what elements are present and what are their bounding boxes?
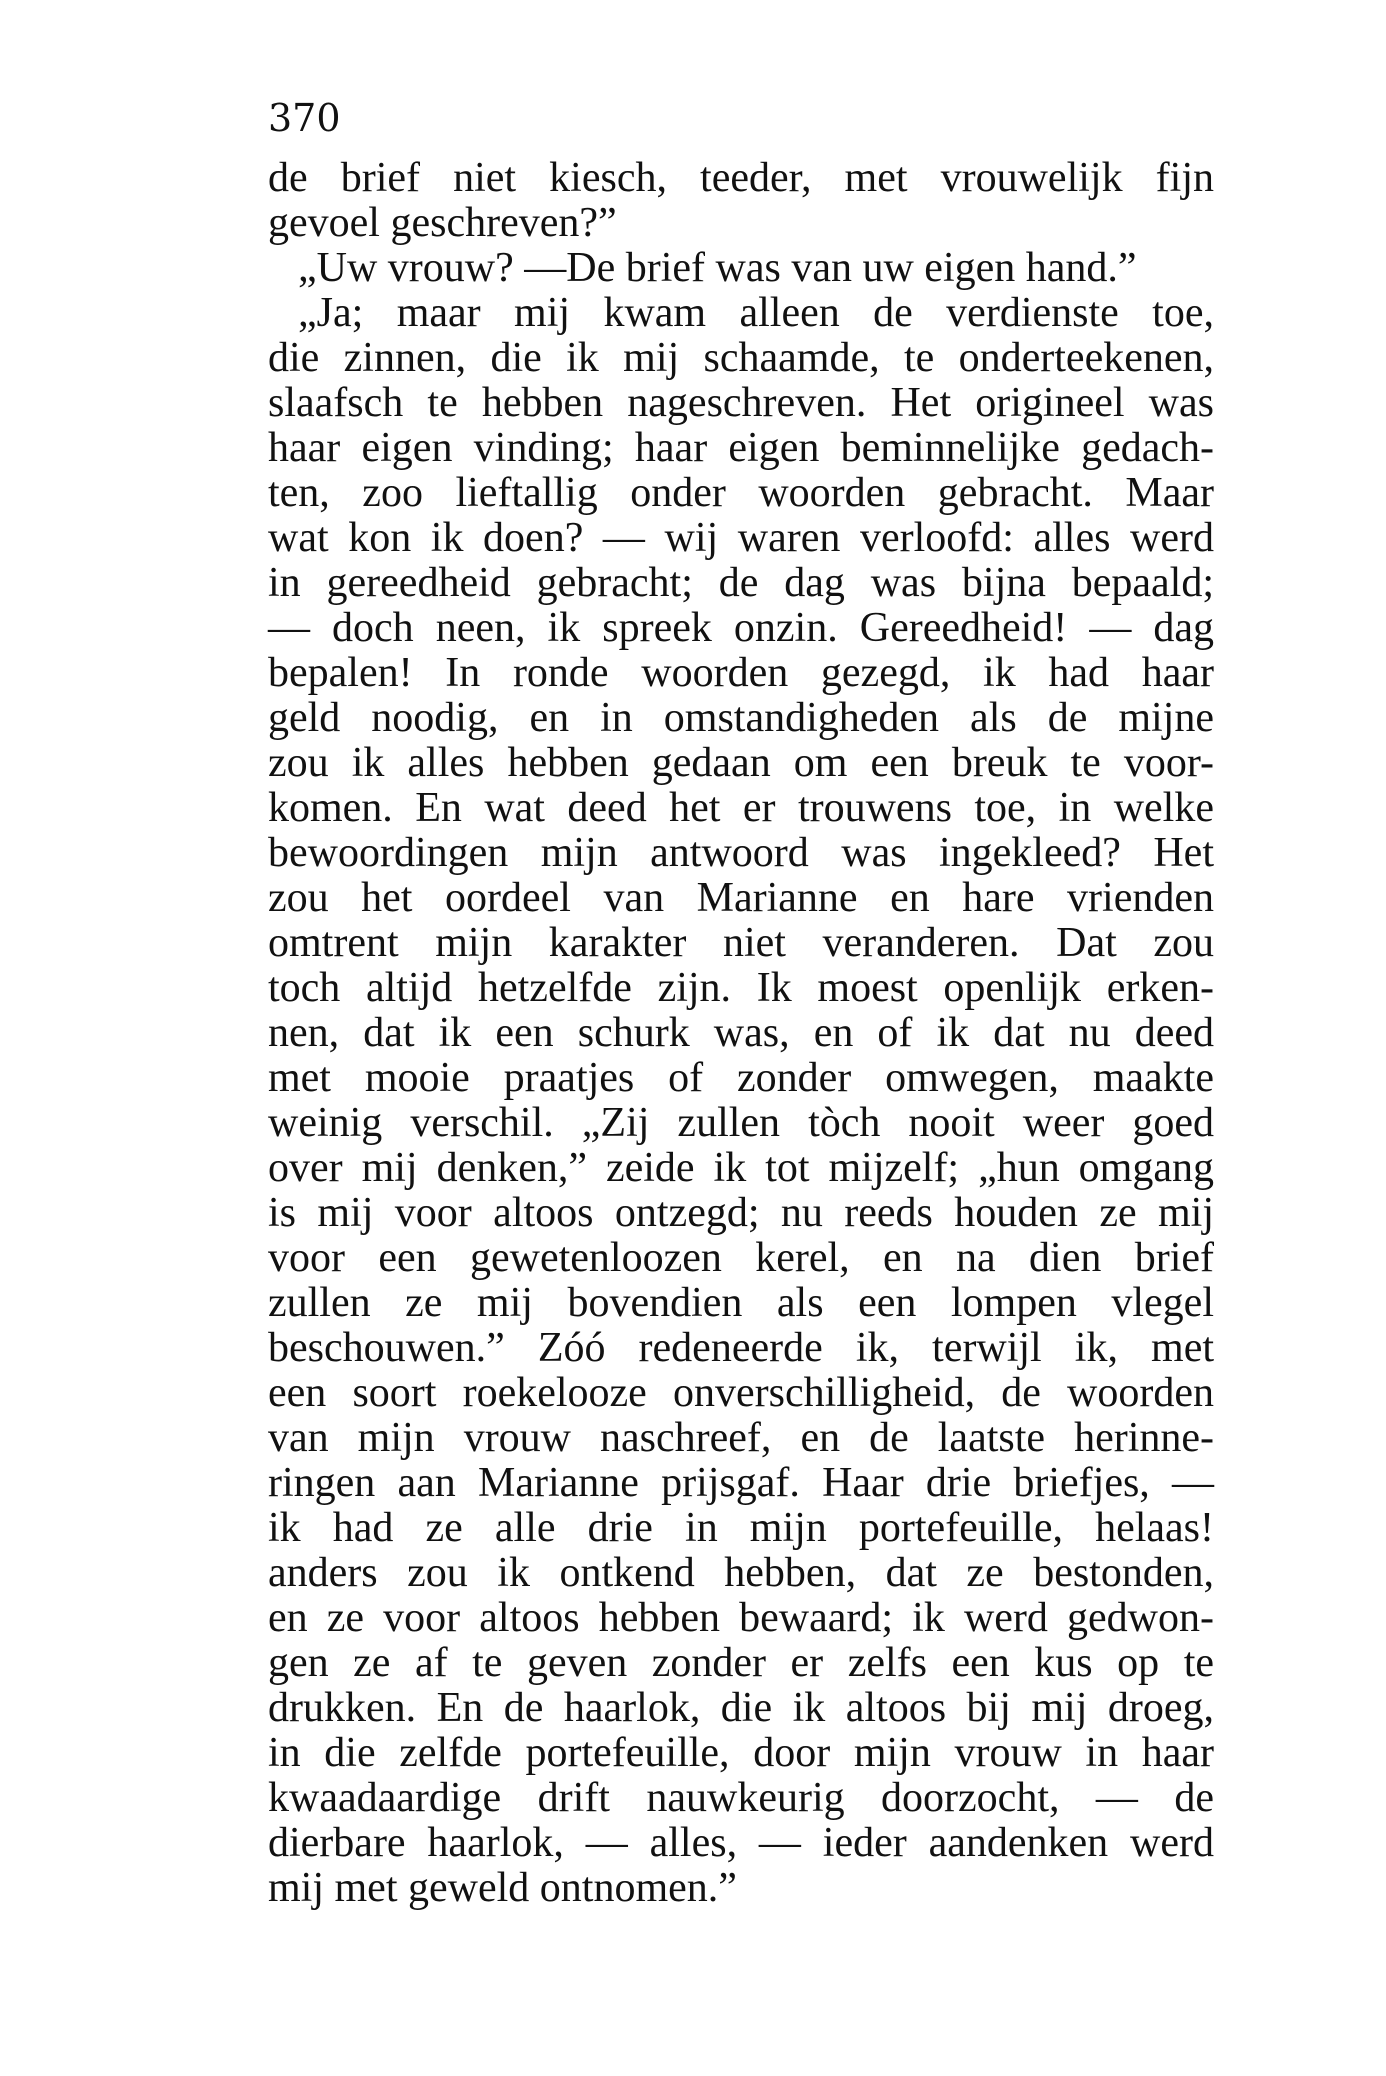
text-line: wat kon ik doen? — wij waren verloofd: alles werd: [268, 515, 1214, 561]
text-line: met mooie praatjes of zonder omwegen, maakte: [268, 1055, 1214, 1101]
text-line: nen, dat ik een schurk was, en of ik dat nu deed: [268, 1010, 1214, 1056]
text-line: toch altijd hetzelfde zijn. Ik moest openlijk erken-: [268, 965, 1214, 1011]
text-line: een soort roekelooze onverschilligheid, de woorden: [268, 1370, 1214, 1416]
text-line: beschouwen.” Zóó redeneerde ik, terwijl ik, met: [268, 1325, 1214, 1371]
text-line: ik had ze alle drie in mijn portefeuille, helaas!: [268, 1505, 1214, 1551]
text-line: dierbare haarlok, — alles, — ieder aandenken werd: [268, 1820, 1214, 1866]
text-line: zullen ze mij bovendien als een lompen vlegel: [268, 1280, 1214, 1326]
text-line: bewoordingen mijn antwoord was ingekleed? Het: [268, 830, 1214, 876]
text-line: anders zou ik ontkend hebben, dat ze bestonden,: [268, 1550, 1214, 1596]
text-line: gen ze af te geven zonder er zelfs een kus op te: [268, 1640, 1214, 1686]
text-line: gevoel geschreven?”: [268, 200, 617, 246]
body-text: [268, 156, 1214, 1911]
text-line: komen. En wat deed het er trouwens toe, in welke: [268, 785, 1214, 831]
text-line: in gereedheid gebracht; de dag was bijna bepaald;: [268, 560, 1214, 606]
text-line: kwaadaardige drift nauwkeurig doorzocht, — de: [268, 1775, 1214, 1821]
text-line: bepalen! In ronde woorden gezegd, ik had haar: [268, 650, 1214, 696]
text-line: mij met geweld ontnomen.”: [268, 1865, 737, 1911]
text-line: voor een gewetenloozen kerel, en na dien brief: [268, 1235, 1214, 1281]
text-line: de brief niet kiesch, teeder, met vrouwelijk fijn: [268, 155, 1214, 201]
text-line: geld noodig, en in omstandigheden als de mijne: [268, 695, 1214, 741]
text-line: over mij denken,” zeide ik tot mijzelf; „hun omgang: [268, 1145, 1214, 1191]
text-line: van mijn vrouw naschreef, en de laatste herinne-: [268, 1415, 1214, 1461]
text-line: slaafsch te hebben nageschreven. Het origineel was: [268, 380, 1214, 426]
text-line: ten, zoo lieftallig onder woorden gebracht. Maar: [268, 470, 1214, 516]
text-line: haar eigen vinding; haar eigen beminnelijke gedach-: [268, 425, 1214, 471]
text-line: drukken. En de haarlok, die ik altoos bij mij droeg,: [268, 1685, 1214, 1731]
text-line: die zinnen, die ik mij schaamde, te onderteekenen,: [268, 335, 1214, 381]
text-line: weinig verschil. „Zij zullen tòch nooit weer goed: [268, 1100, 1214, 1146]
text-line: omtrent mijn karakter niet veranderen. Dat zou: [268, 920, 1214, 966]
text-line: in die zelfde portefeuille, door mijn vrouw in haar: [268, 1730, 1214, 1776]
text-line: „Ja; maar mij kwam alleen de verdienste toe,: [298, 290, 1214, 336]
text-line: zou het oordeel van Marianne en hare vrienden: [268, 875, 1214, 921]
text-line: — doch neen, ik spreek onzin. Gereedheid! — dag: [268, 605, 1214, 651]
page-number: 370: [268, 96, 341, 140]
text-line: ringen aan Marianne prijsgaf. Haar drie briefjes, —: [268, 1460, 1214, 1506]
text-line: en ze voor altoos hebben bewaard; ik werd gedwon-: [268, 1595, 1214, 1641]
text-line: „Uw vrouw? —De brief was van uw eigen hand.”: [298, 245, 1137, 291]
text-line: zou ik alles hebben gedaan om een breuk te voor-: [268, 740, 1214, 786]
text-line: is mij voor altoos ontzegd; nu reeds houden ze mij: [268, 1190, 1214, 1236]
